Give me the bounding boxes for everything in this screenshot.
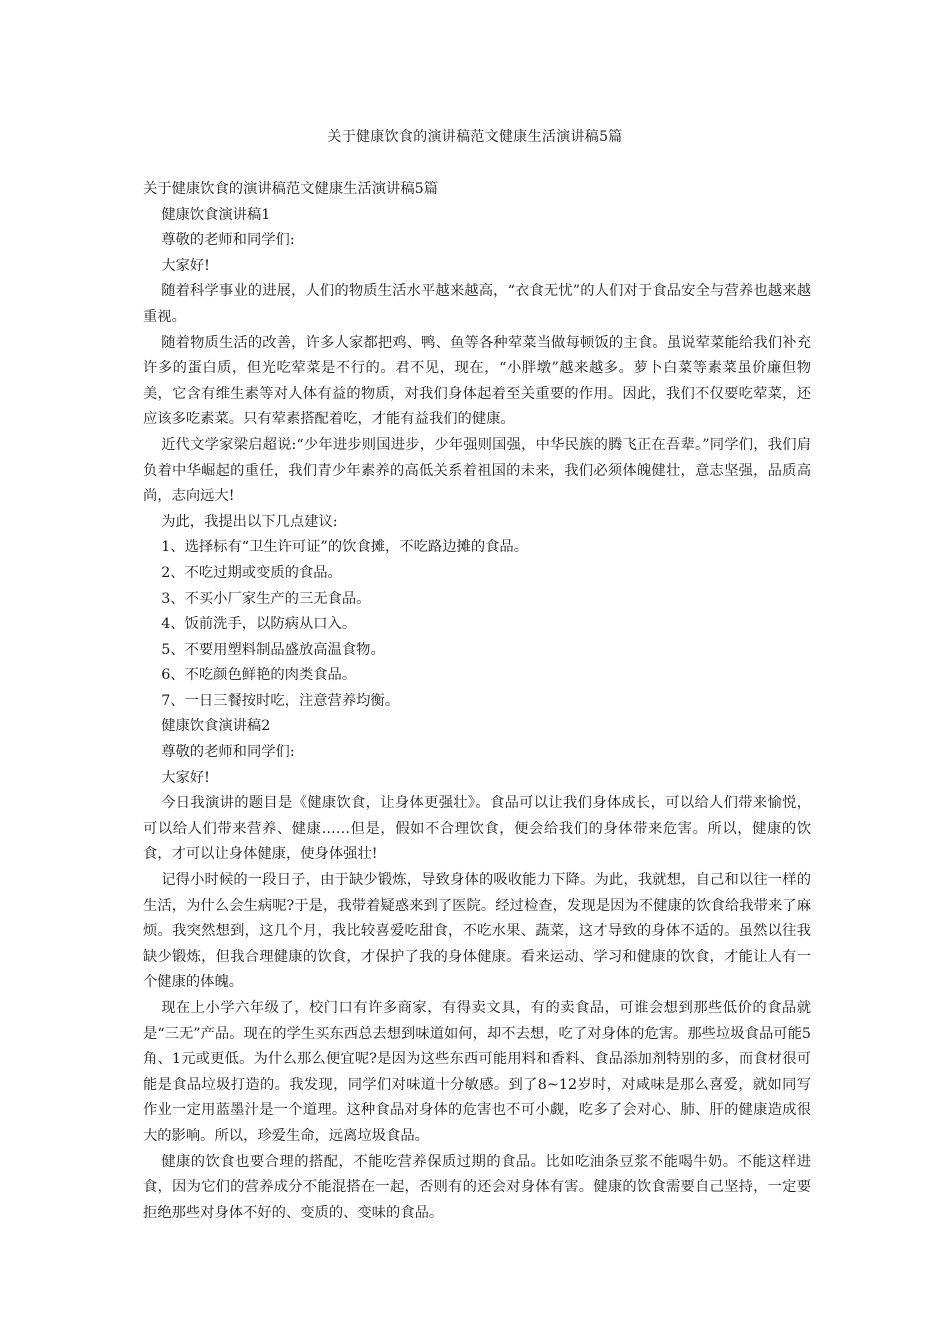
paragraph: 为此，我提出以下几点建议: bbox=[161, 513, 338, 530]
document-title: 关于健康饮食的演讲稿范文健康生活演讲稿5篇 bbox=[143, 181, 439, 197]
document-body bbox=[143, 177, 811, 1226]
paragraph: 今日我演讲的题目是《健康饮食，让身体更强壮》。食品可以让我们身体成长，可以给人们带来愉悦，可以给人们带来营养、健康……但是，假如不合理饮食，便会给我们的身体带来危害。所以，健康的饮食，才可以让身体健康，使身体强壮! bbox=[143, 795, 811, 863]
list-item: 5、不要用塑料制品盛放高温食物。 bbox=[161, 641, 385, 658]
list-item: 6、不吃颜色鲜艳的肉类食品。 bbox=[161, 667, 357, 684]
paragraph: 近代文学家梁启超说:“少年进步则国进步，少年强则国强，中华民族的腾飞正在吾辈。”同学们，我们肩负着中华崛起的重任，我们青少年素养的高低关系着祖国的未来，我们必须体魄健壮，意志坚强，品质高尚，志向远大! bbox=[143, 436, 811, 505]
list-item: 1、选择标有“卫生许可证”的饮食摊，不吃路边摊的食品。 bbox=[161, 539, 529, 556]
paragraph: 随着物质生活的改善，许多人家都把鸡、鸭、鱼等各种荤菜当做每顿饭的主食。虽说荤菜能给我们补充许多的蛋白质，但光吃荤菜是不行的。君不见，现在，“小胖墩”越来越多。萝卜白菜等素菜虽价廉但物美，它含有维生素等对人体有益的物质，对我们身体起着至关重要的作用。因此，我们不仅要吃荤菜，还应该多吃素菜。只有荤素搭配着吃，才能有益我们的健康。 bbox=[143, 334, 811, 428]
list-item: 3、不买小厂家生产的三无食品。 bbox=[161, 590, 371, 607]
paragraph: 大家好! bbox=[161, 257, 210, 274]
paragraph: 现在上小学六年级了，校门口有许多商家，有得卖文具，有的卖食品，可谁会想到那些低价的食品就是“三无”产品。现在的学生买东西总去想到味道如何，却不去想，吃了对身体的危害。那些垃圾食品可能5角、1元或更低。为什么那么便宜呢?是因为这些东西可能用料和香料、食品添加剂特别的多，而食材很可能是食品垃圾打造的。我发现，同学们对味道十分敏感。到了8~12岁时，对咸味是那么喜爱，就如同写作业一定用蓝墨汁是一个道理。这种食品对身体的危害也不可小觑，吃多了会对心、肺、肝的健康造成很大的影响。所以，珍爱生命，远离垃圾食品。 bbox=[143, 1000, 811, 1144]
paragraph: 随着科学事业的进展，人们的物质生活水平越来越高，“衣食无忧”的人们对于食品安全与营养也越来越重视。 bbox=[143, 283, 811, 325]
page-header-title: 关于健康饮食的演讲稿范文健康生活演讲稿5篇 bbox=[327, 129, 623, 145]
paragraph: 健康饮食演讲稿2 bbox=[161, 718, 271, 735]
list-item: 2、不吃过期或变质的食品。 bbox=[161, 564, 342, 581]
paragraph: 尊敬的老师和同学们: bbox=[161, 232, 295, 249]
paragraph: 健康饮食演讲稿1 bbox=[161, 206, 271, 223]
list-item: 7、一日三餐按时吃，注意营养均衡。 bbox=[161, 692, 400, 709]
paragraph: 大家好! bbox=[161, 769, 210, 786]
paragraph: 尊敬的老师和同学们: bbox=[161, 744, 295, 761]
list-item: 4、饭前洗手，以防病从口入。 bbox=[161, 616, 357, 633]
paragraph: 记得小时候的一段日子，由于缺少锻炼，导致身体的吸收能力下降。为此，我就想，自己和以往一样的生活，为什么会生病呢?于是，我带着疑惑来到了医院。经过检查，发现是因为不健康的饮食给我带来了麻烦。我突然想到，这几个月，我比较喜爱吃甜食，不吃水果、蔬菜，这才导致的身体不适的。虽然以往我缺少锻炼，但我合理健康的饮食，才保护了我的身体健康。看来运动、学习和健康的饮食，才能让人有一个健康的体魄。 bbox=[143, 872, 811, 991]
paragraph: 健康的饮食也要合理的搭配，不能吃营养保质过期的食品。比如吃油条豆浆不能喝牛奶。不能这样进食，因为它们的营养成分不能混搭在一起，否则有的还会对身体有害。健康的饮食需要自己坚持，一定要拒绝那些对身体不好的、变质的、变味的食品。 bbox=[143, 1153, 811, 1221]
